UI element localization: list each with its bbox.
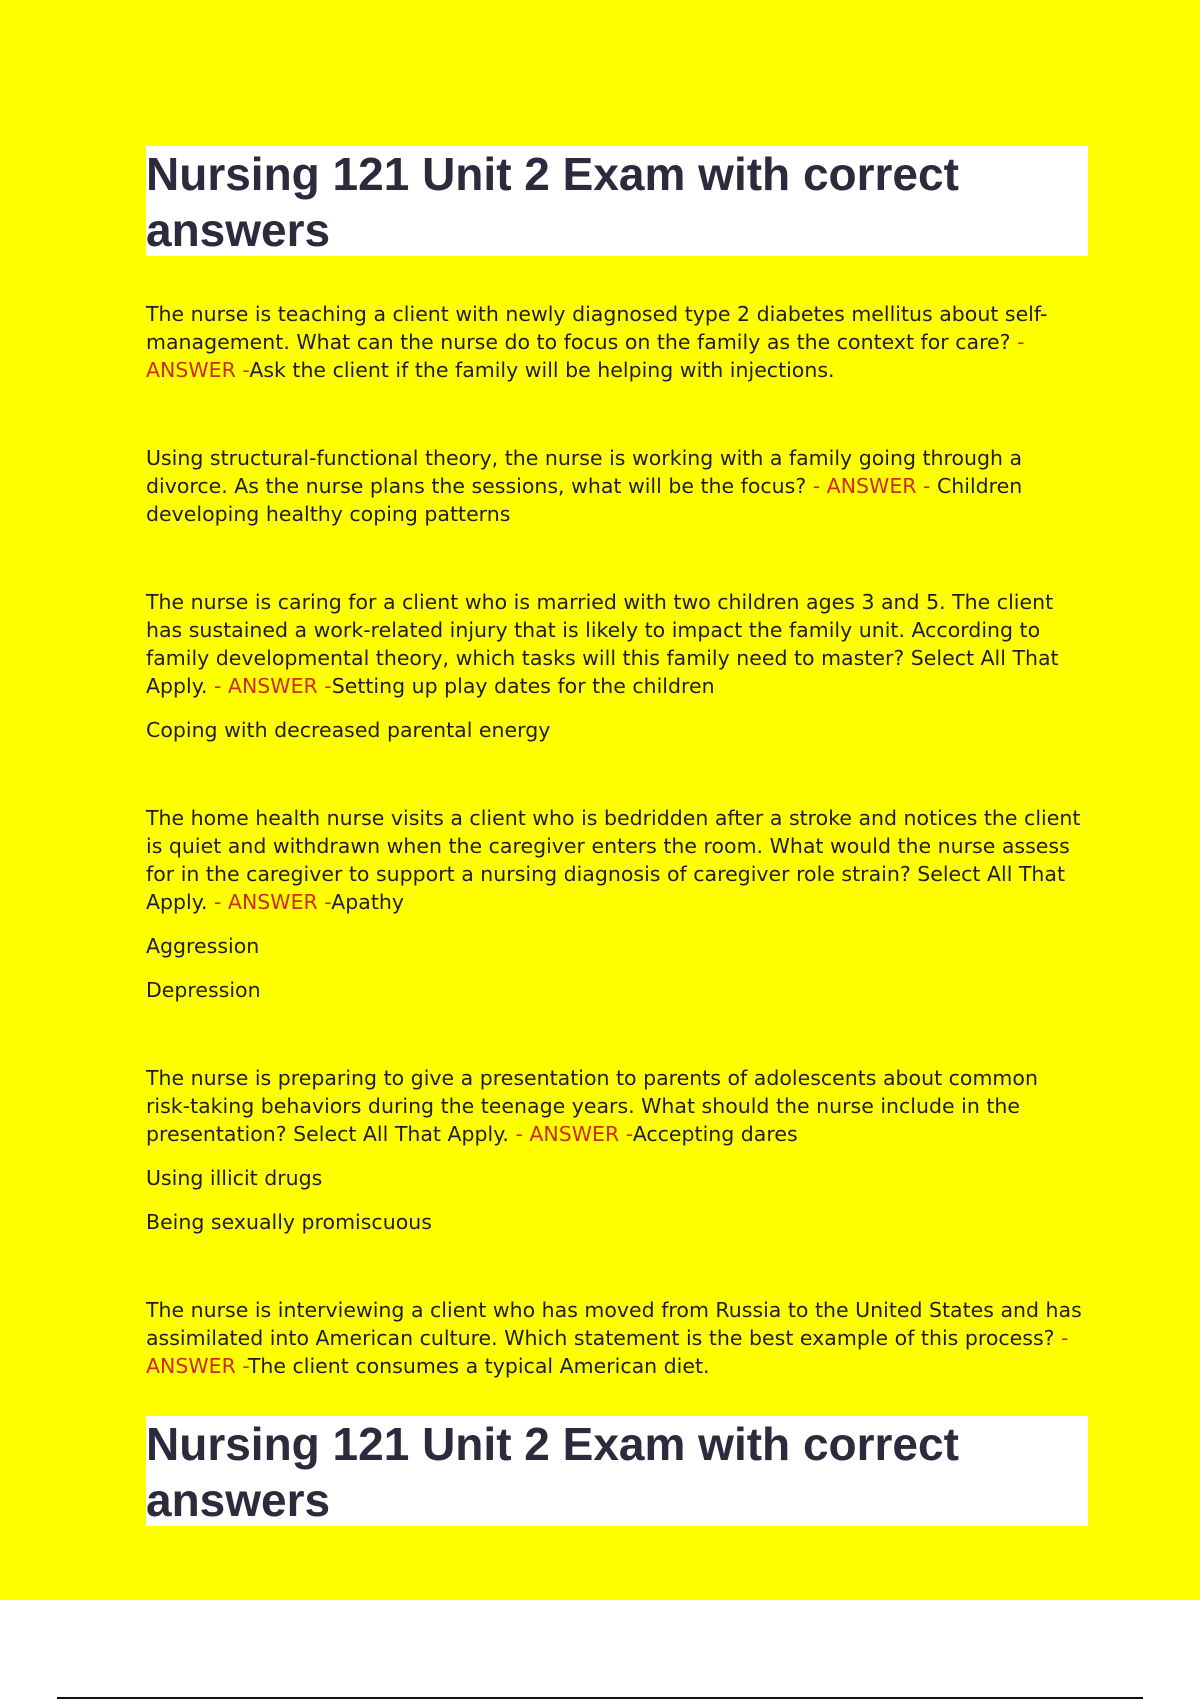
question-text: The nurse is preparing to give a presentation to parents of adolescents about common risk-taking behaviors during the teenage years. What should the nurse include in the presentation? Select All That Apply. (146, 1066, 1038, 1146)
document-title: Nursing 121 Unit 2 Exam with correct answers (146, 148, 959, 256)
answer-label: - ANSWER - (214, 674, 332, 698)
answer-label: - ANSWER - (812, 474, 931, 498)
answer-label: - ANSWER - (146, 330, 1025, 382)
answer-label: - ANSWER - (214, 890, 332, 914)
answer-text: Ask the client if the family will be helping with injections. (249, 358, 835, 382)
extra-answer: Using illicit drugs (146, 1166, 323, 1190)
footer-title: Nursing 121 Unit 2 Exam with correct answers (146, 1418, 959, 1526)
qa-paragraph (146, 300, 1088, 384)
answer-label: - ANSWER - (515, 1122, 633, 1146)
qa-paragraph (146, 1296, 1088, 1380)
qa-paragraph (146, 444, 1088, 528)
question-text: The nurse is teaching a client with newly diagnosed type 2 diabetes mellitus about self-management. What can the nurse do to focus on the family as the context for care? (146, 302, 1048, 354)
extra-answer: Coping with decreased parental energy (146, 718, 551, 742)
qa-paragraph (146, 804, 1088, 916)
footer-title-box (146, 1416, 1088, 1526)
answer-label: - ANSWER - (146, 1326, 1069, 1378)
answer-text: Setting up play dates for the children (331, 674, 715, 698)
question-text: The home health nurse visits a client who is bedridden after a stroke and notices the client is quiet and withdrawn when the caregiver enters the room. What would the nurse assess for in the caregiver to support a nursing diagnosis of caregiver role strain? Select All That Apply. (146, 806, 1081, 914)
qa-item (146, 804, 1088, 1004)
answer-text: The client consumes a typical American diet. (247, 1354, 710, 1378)
answer-text: Accepting dares (632, 1122, 798, 1146)
qa-list (146, 300, 1088, 1380)
question-text: The nurse is interviewing a client who has moved from Russia to the United States and has assimilated into American culture. Which statement is the best example of this process? (146, 1298, 1082, 1350)
answer-text: Children developing healthy coping patterns (146, 474, 1023, 526)
qa-item (146, 444, 1088, 528)
title-box (146, 146, 1088, 256)
question-text: The nurse is caring for a client who is married with two children ages 3 and 5. The client has sustained a work-related injury that is likely to impact the family unit. According to family developmental theory, which tasks will this family need to master? Select All That Apply. (146, 590, 1059, 698)
qa-paragraph (146, 588, 1088, 700)
qa-item (146, 1064, 1088, 1236)
extra-answer: Depression (146, 978, 261, 1002)
page-bottom-rule (57, 1697, 1143, 1699)
qa-item (146, 588, 1088, 744)
question-text: Using structural-functional theory, the nurse is working with a family going through a divorce. As the nurse plans the sessions, what will be the focus? (146, 446, 1023, 498)
qa-item (146, 300, 1088, 384)
document-content (146, 146, 1088, 1380)
qa-paragraph (146, 1064, 1088, 1148)
extra-answer: Being sexually promiscuous (146, 1210, 432, 1234)
extra-answer: Aggression (146, 934, 260, 958)
answer-text: Apathy (331, 890, 404, 914)
qa-item (146, 1296, 1088, 1380)
